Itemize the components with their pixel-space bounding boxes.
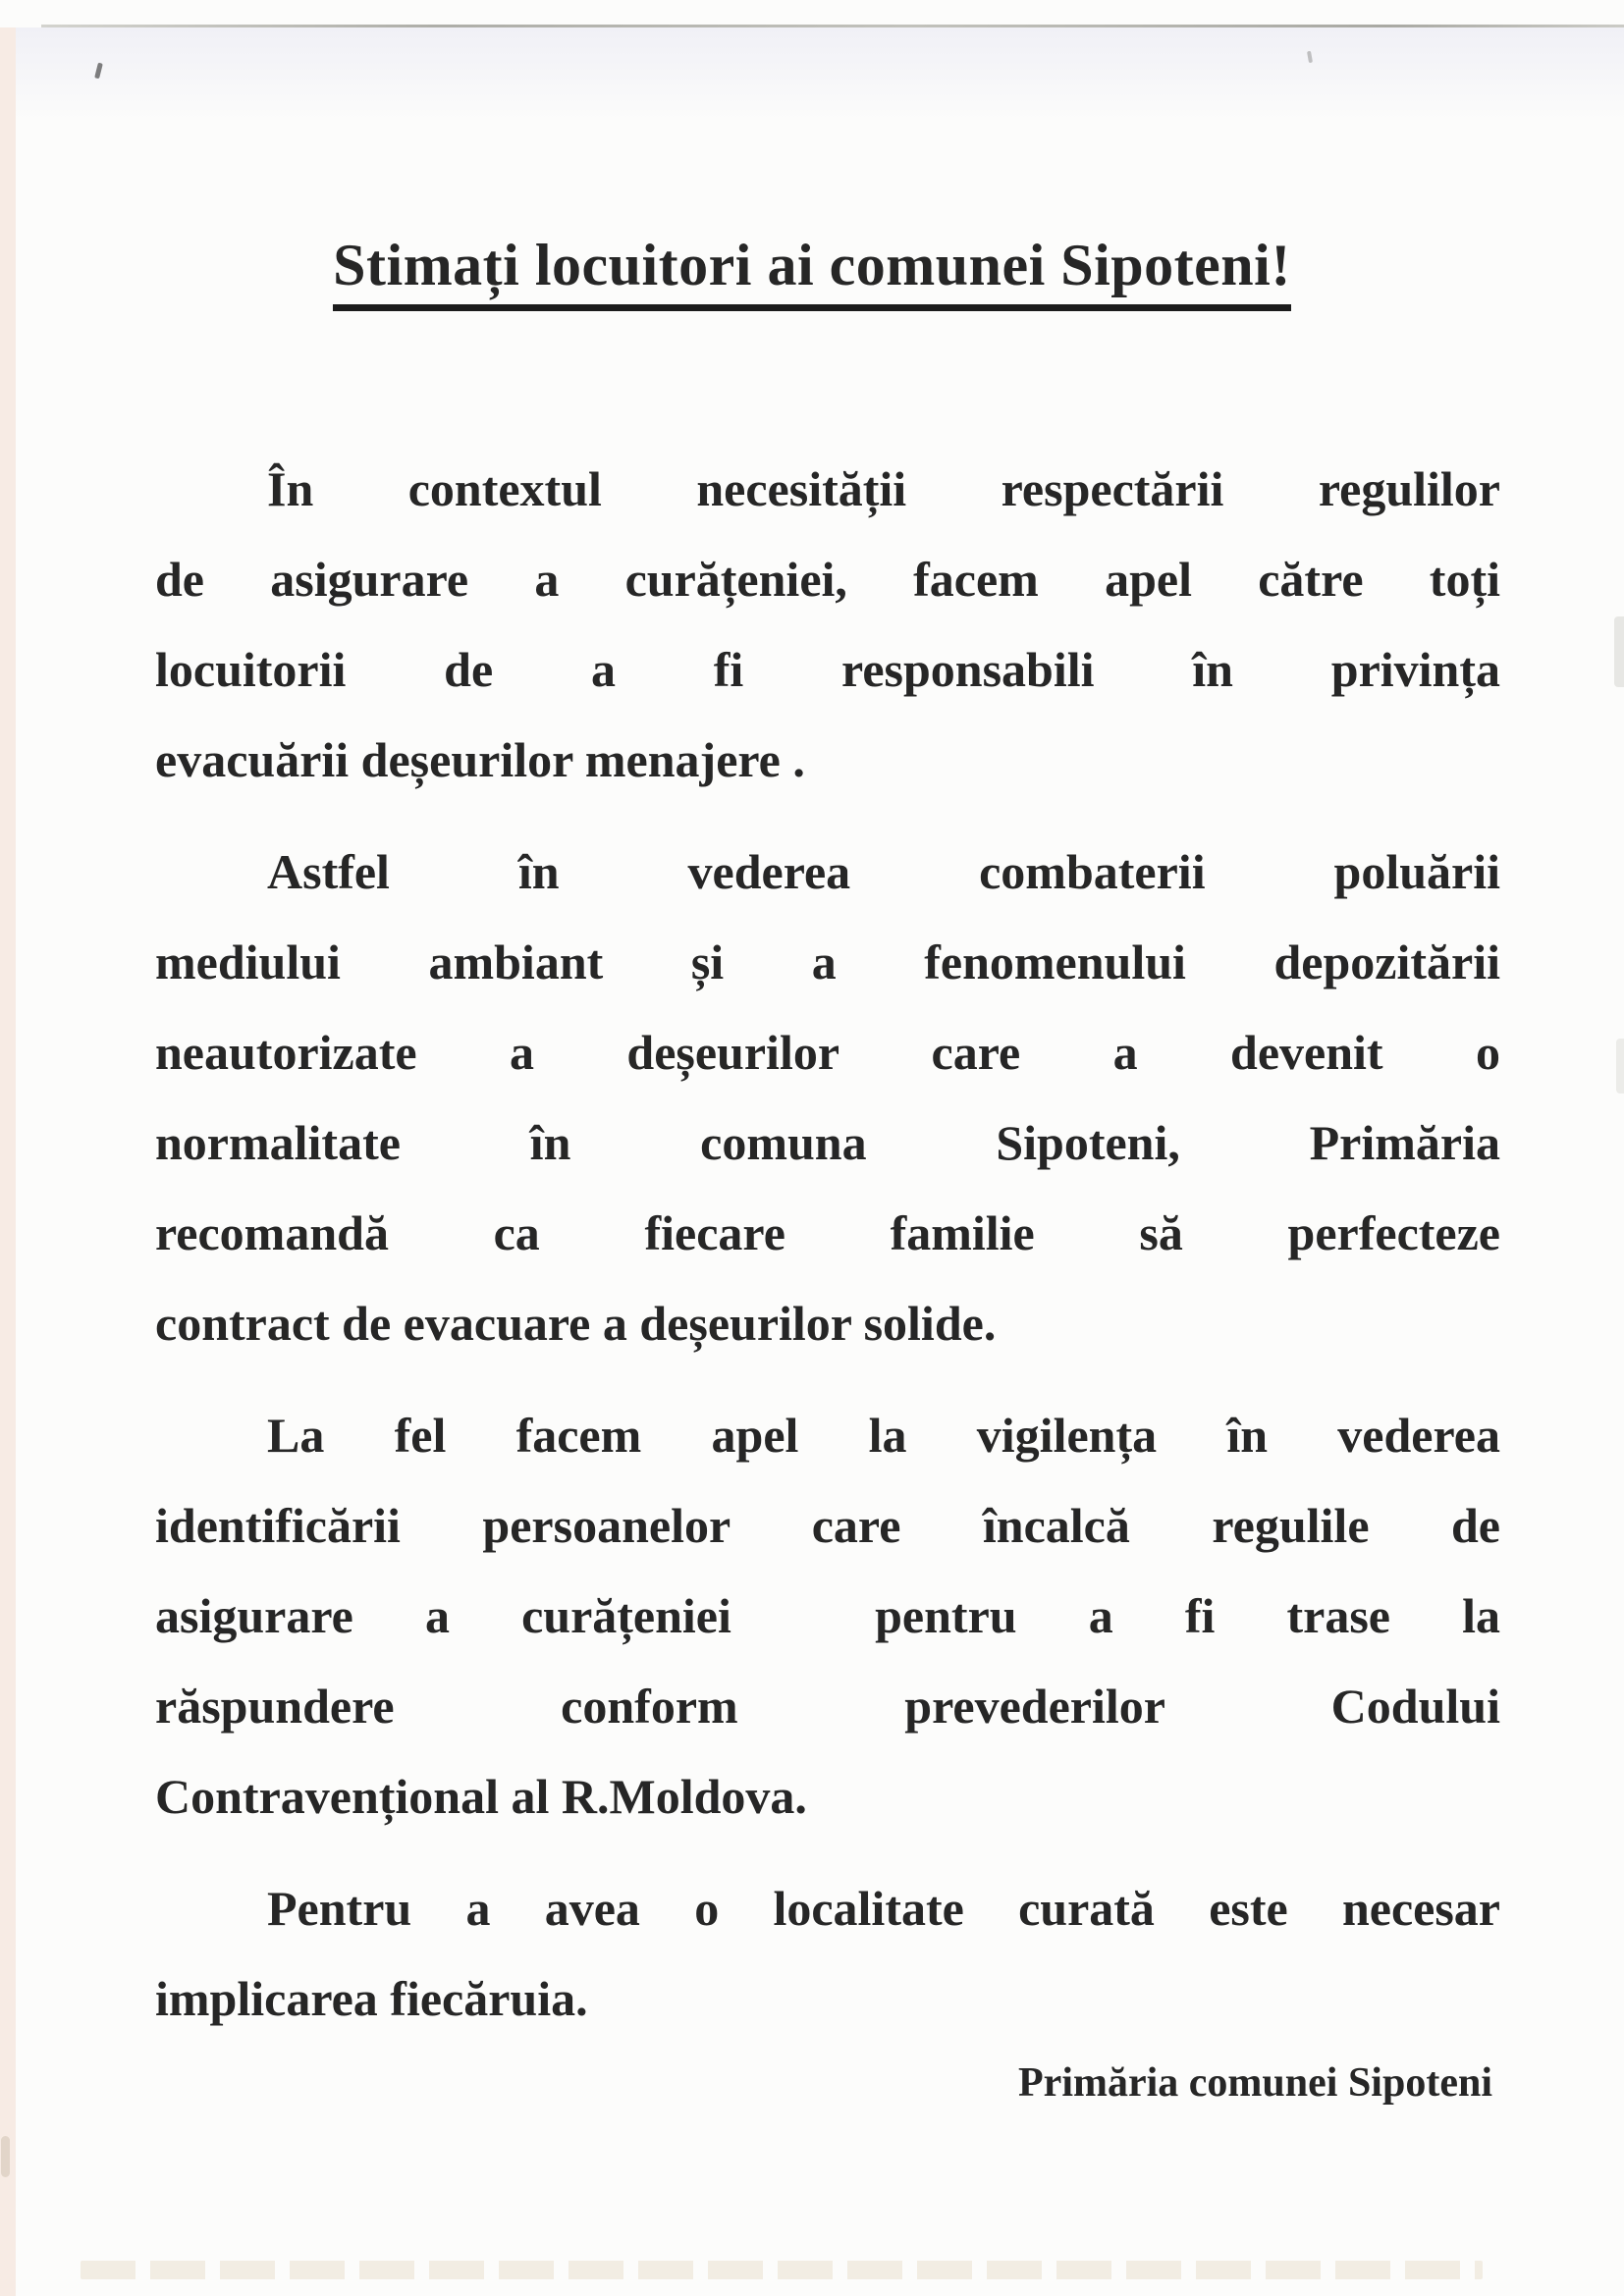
text-line: Astfel în vederea combaterii poluării xyxy=(267,844,1500,899)
document-body xyxy=(155,444,1500,2044)
paragraph xyxy=(155,827,1500,1368)
scan-artifact-shading-band xyxy=(16,27,1624,121)
text-line: normalitate în comuna Sipoteni, Primăria xyxy=(155,1115,1500,1170)
paragraph xyxy=(155,1863,1500,2044)
text-line: locuitorii de a fi responsabili în privința xyxy=(155,642,1500,697)
text-line: identificării persoanelor care încalcă regulile de xyxy=(155,1498,1500,1553)
text-line: La fel facem apel la vigilența în vederea xyxy=(267,1408,1500,1463)
page-title-text: Stimați locuitori ai comunei Sipoteni! xyxy=(333,232,1291,311)
scan-artifact-smudge xyxy=(1614,616,1624,687)
signature: Primăria comunei Sipoteni xyxy=(1018,2060,1492,2106)
text-line: Pentru a avea o localitate curată este necesar xyxy=(267,1881,1500,1936)
scan-artifact-bottom-band xyxy=(81,2261,1483,2279)
text-line: asigurare a curățeniei pentru a fi trase la xyxy=(155,1588,1500,1643)
scan-artifact-smudge xyxy=(1616,1039,1624,1094)
paragraph xyxy=(155,444,1500,805)
text-line: răspundere conform prevederilor Codului xyxy=(155,1679,1500,1734)
text-line: mediului ambiant și a fenomenului depozitării xyxy=(155,934,1500,989)
paragraph xyxy=(155,1390,1500,1842)
text-line: Contravențional al R.Moldova. xyxy=(155,1769,807,1824)
text-line: implicarea fiecăruia. xyxy=(155,1971,588,2026)
text-line: de asigurare a curățeniei, facem apel către toți xyxy=(155,552,1500,607)
text-line: În contextul necesității respectării regulilor xyxy=(267,461,1500,516)
scan-artifact-left-edge xyxy=(0,27,16,2296)
text-line: recomandă ca fiecare familie să perfecteze xyxy=(155,1205,1500,1260)
text-line: evacuării deșeurilor menajere . xyxy=(155,732,805,787)
text-line: contract de evacuare a deșeurilor solide. xyxy=(155,1296,997,1351)
page-title xyxy=(0,232,1624,311)
scan-artifact-squiggle xyxy=(1,2136,10,2177)
text-line: neautorizate a deșeurilor care a devenit o xyxy=(155,1025,1500,1080)
